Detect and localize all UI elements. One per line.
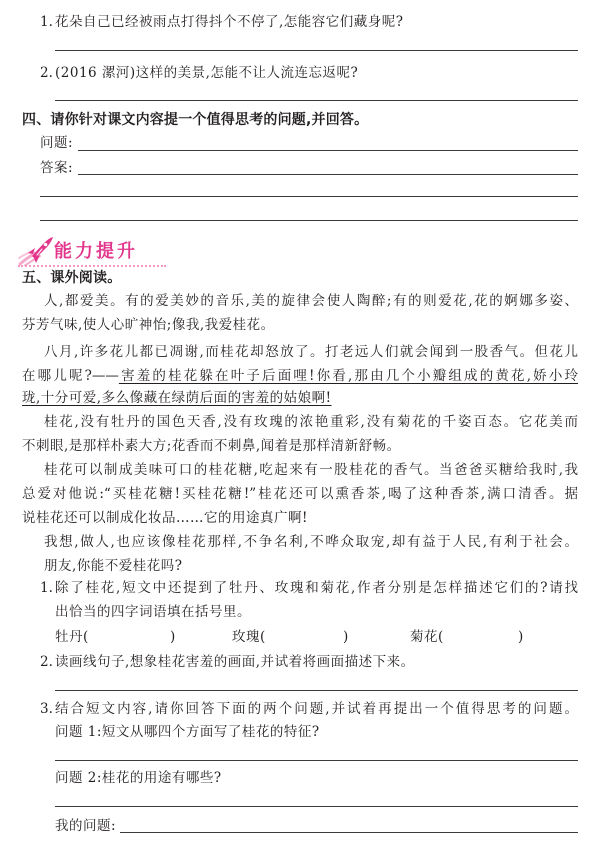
passage-text: 在哪儿呢?——	[22, 368, 119, 384]
header-dotted-underline	[18, 265, 166, 267]
answer-line	[55, 806, 578, 807]
blank-close-paren: )	[343, 629, 349, 645]
answer-line	[40, 196, 578, 197]
passage-line	[22, 389, 332, 407]
question-text: 结合短文内容,请你回答下面的两个问题,并试着再提出一个值得思考的问题。	[55, 701, 578, 717]
answer-line	[55, 100, 578, 101]
question-text: 出恰当的四字词语填在括号里。	[55, 604, 251, 620]
blank-close-paren: )	[170, 629, 176, 645]
blank-close-paren: )	[518, 629, 524, 645]
section-five-title: 五、课外阅读。	[22, 270, 122, 286]
passage-line: 桂花可以制成美味可口的桂花糖,吃起来有一股桂花的香气。当爸爸买糖给我时,我	[44, 462, 578, 478]
passage-line: 不刺眼,是那样朴素大方;花香而不刺鼻,闻着是那样清新舒畅。	[22, 438, 401, 454]
my-question-label: 我的问题:	[55, 818, 117, 834]
answer-line	[78, 174, 578, 175]
answer-line	[55, 760, 578, 761]
ability-section-title: 能力提升	[54, 241, 138, 262]
question-text: 除了桂花,短文中还提到了牡丹、玫瑰和菊花,作者分别是怎样描述它们的?请找	[55, 580, 578, 596]
passage-line	[22, 367, 578, 385]
underlined-sentence: 珑,十分可爱,多么像藏在绿荫后面的害羞的姑娘啊!	[22, 390, 332, 406]
underlined-sentence: 害羞的桂花躲在叶子后面哩!你看,那由几个小瓣组成的黄花,娇小玲	[118, 368, 578, 384]
question-answer-line	[78, 150, 578, 151]
answer-label: 答案:	[40, 160, 74, 176]
answer-line	[55, 50, 578, 51]
answer-line	[40, 220, 578, 221]
question-text: 读画线句子,想象桂花害羞的画面,并试着将画面描述下来。	[55, 654, 415, 670]
blank-label-chrysanthemum: 菊花(	[410, 629, 444, 645]
passage-line: 我想,做人,也应该像桂花那样,不争名利,不哗众取宠,却有益于人民,有利于社会。	[44, 534, 578, 550]
question-number: 2.	[40, 65, 53, 81]
passage-line: 朋友,你能不爱桂花吗?	[44, 558, 183, 574]
answer-line	[55, 690, 578, 691]
blank-label-peony: 牡丹(	[55, 629, 89, 645]
question-number: 1.	[40, 580, 53, 596]
ability-section-header	[16, 234, 168, 270]
my-question-answer-line	[120, 832, 578, 833]
rocket-icon	[18, 236, 54, 266]
blank-label-rose: 玫瑰(	[232, 629, 266, 645]
sub-question-1: 问题 1:短文从哪四个方面写了桂花的特征?	[55, 724, 320, 740]
passage-line: 说桂花还可以制成化妆品……它的用途真广啊!	[22, 510, 308, 526]
question-number: 3.	[40, 701, 53, 717]
passage-line: 总爱对他说:“买桂花糖!买桂花糖!”桂花还可以熏香茶,喝了这种香茶,满口清香。据	[22, 486, 578, 502]
sub-question-2: 问题 2:桂花的用途有哪些?	[55, 770, 222, 786]
passage-line: 桂花,没有牡丹的国色天香,没有玫瑰的浓艳重彩,没有菊花的千姿百态。它花美而	[44, 414, 578, 430]
passage-line: 芬芳气味,使人心旷神怡;像我,我爱桂花。	[22, 317, 275, 333]
question-number: 2.	[40, 654, 53, 670]
passage-line: 八月,许多花儿都已凋谢,而桂花却怒放了。打老远人们就会闻到一股香气。但花儿	[44, 344, 578, 360]
question-number: 1.	[40, 14, 53, 30]
passage-line: 人,都爱美。有的爱美妙的音乐,美的旋律会使人陶醉;有的则爱花,花的婀娜多姿、	[44, 293, 578, 309]
top-question-1-text: 花朵自己已经被雨点打得抖个不停了,怎能容它们藏身呢?	[55, 14, 404, 30]
section-four-title: 四、请你针对课文内容提一个值得思考的问题,并回答。	[22, 112, 369, 128]
question-label: 问题:	[40, 135, 74, 151]
top-question-2-text: (2016 漯河)这样的美景,怎能不让人流连忘返呢?	[55, 65, 359, 81]
